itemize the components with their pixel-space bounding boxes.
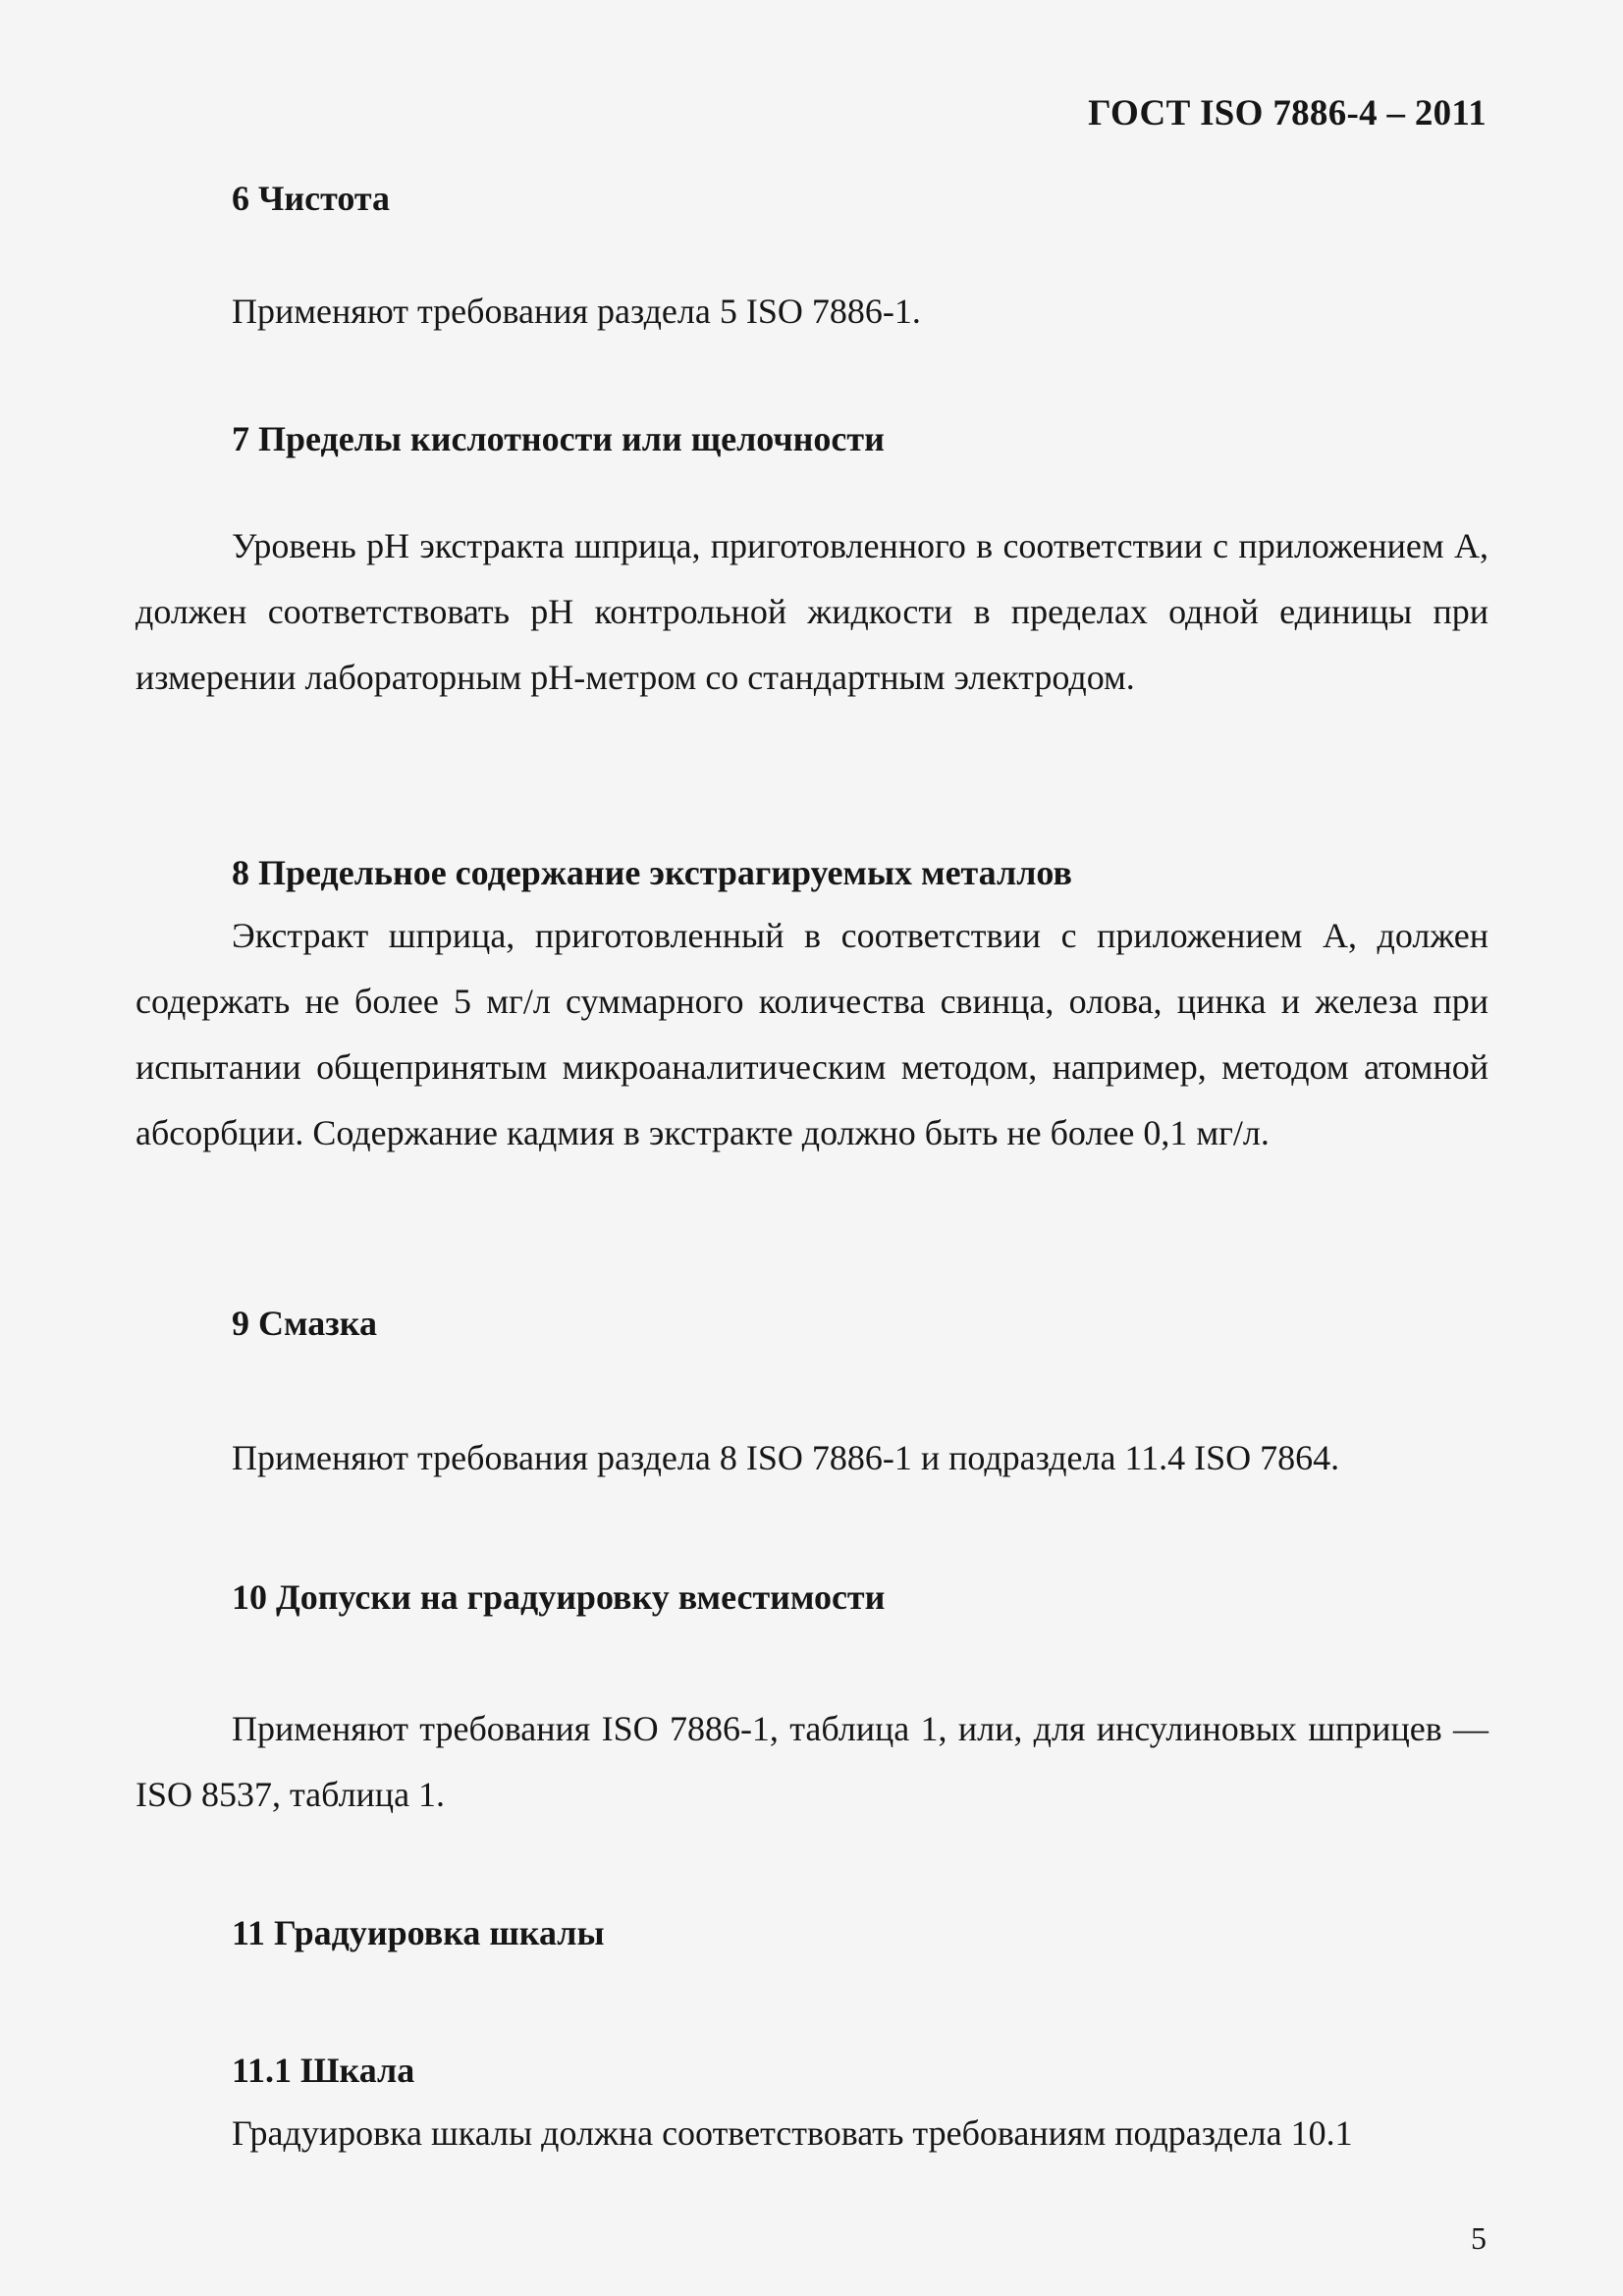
section-10-heading bbox=[135, 1579, 1488, 1615]
section-7-body bbox=[135, 513, 1488, 711]
paragraph: Применяют требования ISO 7886-1, таблица 1, или, для инсулиновых шприцев — ISO 8537, таблица 1. bbox=[135, 1709, 1488, 1814]
section-heading: 6 Чистота bbox=[232, 179, 390, 218]
section-heading: 9 Смазка bbox=[232, 1304, 377, 1343]
section-9-body bbox=[135, 1425, 1488, 1491]
paragraph: Градуировка шкалы должна соответствовать требованиям подраздела 10.1 bbox=[232, 2113, 1353, 2153]
subsection-11-1-body bbox=[135, 2101, 1488, 2166]
paragraph: Экстракт шприца, приготовленный в соответствии с приложением А, должен содержать не более 5 мг/л суммарного количества свинца, олова, цинка и железа при испытании общепринятым микроаналитическим методом, например, методом атомной абсорбции. Содержание кадмия в экстракте должно быть не более 0,1 мг/л. bbox=[135, 916, 1488, 1152]
paragraph: Применяют требования раздела 5 ISO 7886-1. bbox=[232, 292, 921, 331]
section-11-heading bbox=[135, 1915, 1488, 1950]
section-8-heading bbox=[135, 855, 1488, 890]
subsection-11-1-heading bbox=[135, 2053, 1488, 2088]
section-10-body bbox=[135, 1696, 1488, 1828]
section-heading: 8 Предельное содержание экстрагируемых металлов bbox=[232, 853, 1072, 892]
section-heading: 10 Допуски на градуировку вместимости bbox=[232, 1577, 886, 1617]
section-6-heading bbox=[135, 181, 1488, 216]
section-6-body bbox=[135, 279, 1488, 345]
paragraph: Уровень рН экстракта шприца, приготовленного в соответствии с приложением А, должен соответствовать рН контрольной жидкости в пределах одной единицы при измерении лабораторным рН-метром со стандартным электродом. bbox=[135, 526, 1488, 697]
section-heading: 7 Пределы кислотности или щелочности bbox=[232, 419, 885, 458]
section-9-heading bbox=[135, 1306, 1488, 1341]
page-number: 5 bbox=[1471, 2220, 1487, 2256]
section-7-heading bbox=[135, 421, 1488, 456]
paragraph: Применяют требования раздела 8 ISO 7886-1 и подраздела 11.4 ISO 7864. bbox=[232, 1438, 1340, 1477]
section-heading: 11 Градуировка шкалы bbox=[232, 1913, 605, 1952]
document-code-header: ГОСТ ISO 7886-4 – 2011 bbox=[1088, 93, 1487, 133]
subsection-heading: 11.1 Шкала bbox=[232, 2051, 415, 2090]
section-8-body bbox=[135, 903, 1488, 1166]
